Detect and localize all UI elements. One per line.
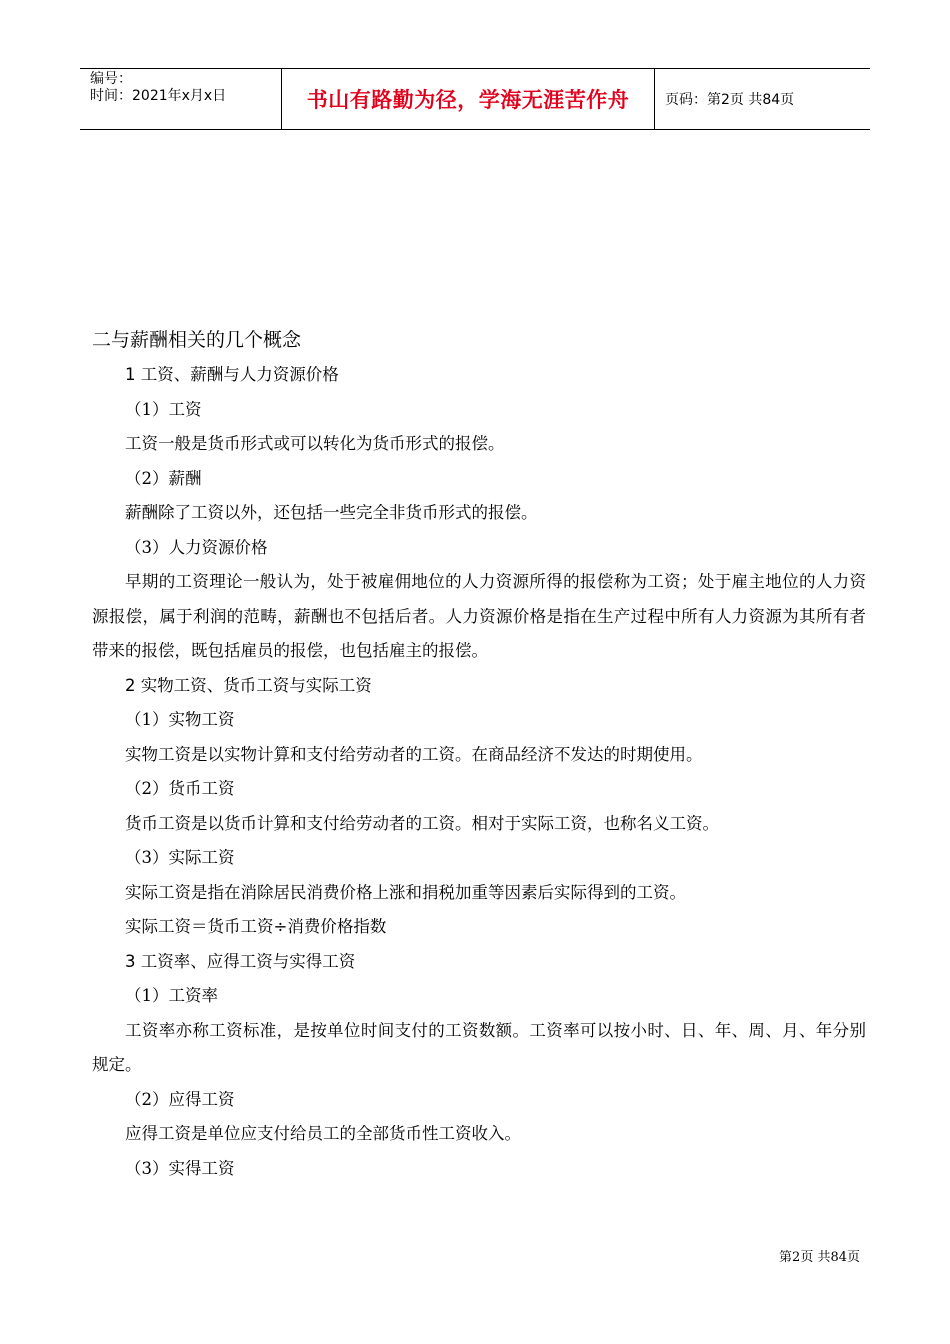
section-title: 二与薪酬相关的几个概念 — [92, 329, 302, 351]
item-heading-money-wage: （2）货币工资 — [125, 779, 235, 798]
item-heading-wage-rate: （1）工资率 — [125, 986, 218, 1005]
paragraph-in-kind-wage: 实物工资是以实物计算和支付给劳动者的工资。在商品经济不发达的时期使用。 — [125, 744, 703, 764]
paragraph-compensation: 薪酬除了工资以外，还包括一些完全非货币形式的报偿。 — [125, 503, 538, 522]
item-heading-compensation: （2）薪酬 — [125, 468, 202, 488]
footer-page-number: 第2页 共84页 — [779, 1250, 860, 1265]
serial-label: 编号： — [90, 71, 132, 87]
paragraph-real-wage: 实际工资是指在消除居民消费价格上涨和捐税加重等因素后实际得到的工资。 — [125, 882, 686, 902]
item-heading-take-home-wage: （3）实得工资 — [125, 1158, 235, 1178]
date-text: 时间：2021年x月x日 — [90, 88, 227, 104]
subsection-heading-2: 2 实物工资、货币工资与实际工资 — [125, 675, 372, 695]
item-heading-wage: （1）工资 — [125, 399, 202, 419]
page-header — [80, 68, 870, 130]
item-heading-hr-price: （3）人力资源价格 — [125, 537, 268, 557]
item-heading-real-wage: （3）实际工资 — [125, 848, 235, 867]
paragraph-hr-price: 早期的工资理论一般认为，处于被雇佣地位的人力资源所得的报偿称为工资；处于雇主地位的人力资源报偿，属于利润的范畴，薪酬也不包括后者。人力资源价格是指在生产过程中所有人力资源为其所有者带来的报偿，既包括雇员的报偿，也包括雇主的报偿。 — [92, 572, 866, 660]
header-page-number: 页码：第2页 共84页 — [665, 92, 795, 108]
formula-real-wage: 实际工资＝货币工资÷消费价格指数 — [125, 917, 387, 936]
subsection-heading-1: 1 工资、薪酬与人力资源价格 — [125, 365, 339, 384]
header-motto: 书山有路勤为径，学海无涯苦作舟 — [282, 69, 655, 129]
document-body — [92, 322, 866, 1186]
subsection-heading-3: 3 工资率、应得工资与实得工资 — [125, 951, 356, 971]
header-meta — [80, 69, 282, 129]
item-heading-payable-wage: （2）应得工资 — [125, 1089, 235, 1109]
paragraph-wage-rate: 工资率亦称工资标准，是按单位时间支付的工资数额。工资率可以按小时、日、年、周、月、年分别规定。 — [92, 1020, 866, 1074]
paragraph-money-wage: 货币工资是以货币计算和支付给劳动者的工资。相对于实际工资，也称名义工资。 — [125, 813, 719, 833]
paragraph-wage: 工资一般是货币形式或可以转化为货币形式的报偿。 — [125, 434, 505, 453]
paragraph-payable-wage: 应得工资是单位应支付给员工的全部货币性工资收入。 — [125, 1124, 521, 1143]
item-heading-in-kind-wage: （1）实物工资 — [125, 710, 235, 729]
